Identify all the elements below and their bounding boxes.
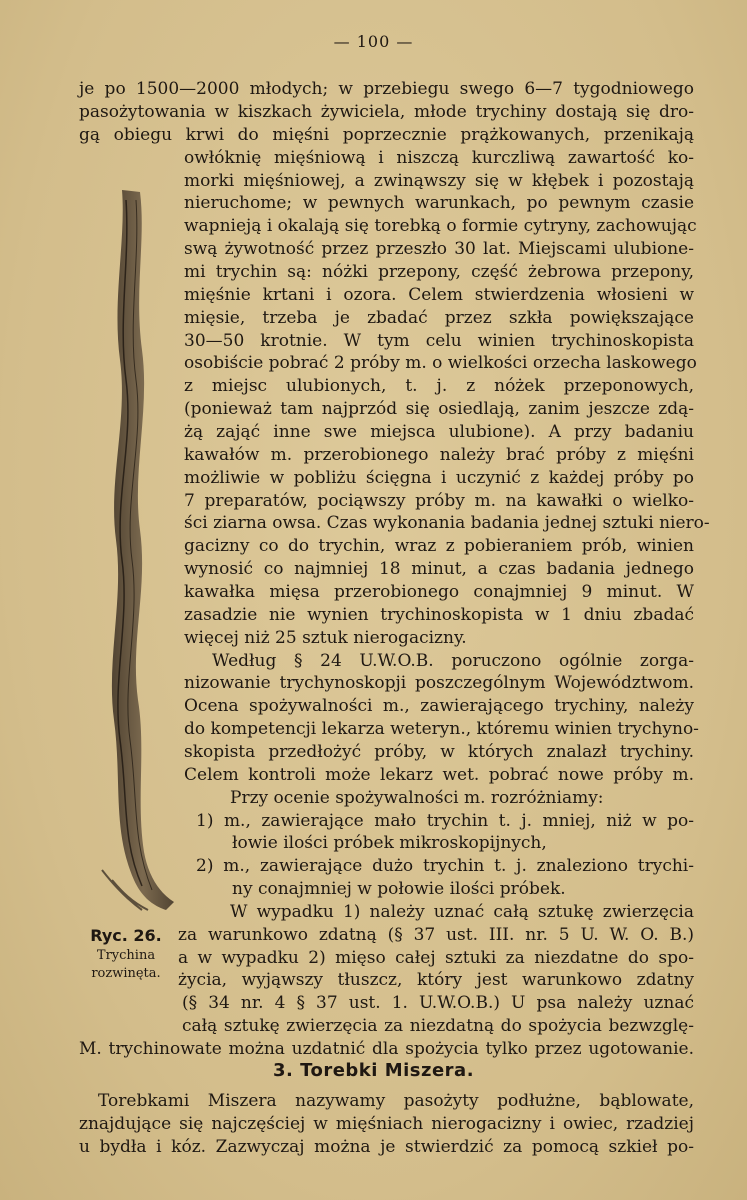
body-line: żą zająć inne swe miejsca ulubione). A przy badaniu [184,422,694,442]
body-line: za warunkowo zdatną (§ 37 ust. III. nr. 5 U. W. O. B.) [178,925,694,945]
body-line: z miejsc ulubionych, t. j. z nóżek przeponowych, [184,376,694,396]
body-line: 30—50 krotnie. W tym celu winien trychinoskopista [184,331,694,351]
body-line: zasadzie nie wynien trychinoskopista w 1 dniu zbadać [184,605,694,625]
body-line: Celem kontroli może lekarz wet. pobrać nowe próby m. [184,765,694,785]
body-line: (§ 34 nr. 4 § 37 ust. 1. U.W.O.B.) U psa należy uznać [182,993,694,1013]
body-line: owłóknię mięśniową i niszczą kurczliwą zawartość ko- [184,148,694,168]
body-line: W wypadku 1) należy uznać całą sztukę zwierzęcia [230,902,694,922]
body-line: mięśnie krtani i ozora. Celem stwierdzenia włosieni w [184,285,694,305]
body-line: osobiście pobrać 2 próby m. o wielkości orzecha laskowego [184,353,697,373]
body-line: (ponieważ tam najprzód się osiedlają, zanim jeszcze zdą- [184,399,694,419]
body-line: mięsie, trzeba je zbadać przez szkła powiększające [184,308,694,328]
body-line: życia, wyjąwszy tłuszcz, który jest warunkowo zdatny [178,970,694,990]
body-line: gą obiegu krwi do mięśni poprzecznie prążkowanych, przenikają [79,125,694,145]
body-line: skopista przedłożyć próby, w których znalazł trychiny. [184,742,694,762]
body-line: je po 1500—2000 młodych; w przebiegu swego 6—7 tygodniowego [79,79,694,99]
body-line: do kompetencji lekarza weteryn., któremu winien trychyno- [184,719,699,739]
body-line: 1) m., zawierające mało trychin t. j. mniej, niż w po- [196,811,694,831]
body-line: ści ziarna owsa. Czas wykonania badania jednej sztuki nierо- [184,513,710,533]
body-line: kawałów m. przerobionego należy brać próby z mięśni [184,445,694,465]
body-line: Według § 24 U.W.O.B. poruczono ogólnie zorga- [212,651,694,671]
body-line: całą sztukę zwierzęcia za niezdatną do spożycia bezwzglę- [182,1016,694,1036]
section-line: u bydła i kóz. Zazwyczaj można je stwierdzić za pomocą szkieł po- [79,1137,694,1157]
body-line: 2) m., zawierające dużo trychin t. j. znaleziono trychi- [196,856,694,876]
body-line: możliwie w pobliżu ścięgna i uczynić z każdej próby po [184,468,694,488]
section-line: znajdujące się najczęściej w mięśniach nierogacizny i owiec, rzadziej [79,1114,694,1134]
body-line: morki mięśniowej, a zwinąwszy się w kłębek i pozostają [184,171,694,191]
body-line: łowie ilości próbek mikroskopijnych, [232,833,547,853]
body-line: gacizny co do trychin, wraz z pobieraniem prób, winien [184,536,694,556]
body-line: nizowanie trychynoskopji poszczególnym Województwom. [184,673,694,693]
section-heading: 3. Torebki Miszera. [272,1060,475,1081]
body-line: ny conajmniej w połowie ilości próbek. [232,879,566,899]
page-number: — 100 — [333,32,414,51]
figure-number: Ryc. 26. [90,926,162,945]
body-line: mi trychin są: nóżki przepony, część żebrowa przepony, [184,262,694,282]
body-line: Przy ocenie spożywalności m. rozróżniamy: [230,788,604,808]
body-line: kawałka mięsa przerobionego conajmniej 9 minut. W [184,582,694,602]
figure-caption-line-2: rozwinęta. [91,966,161,981]
body-line: nieruchome; w pewnych warunkach, po pewnym czasie [184,193,694,213]
body-line: M. trychinowate można uzdatnić dla spożycia tylko przez ugotowanie. [79,1039,694,1059]
body-line: swą żywotność przez przeszło 30 lat. Miejscami ulubione- [184,239,694,259]
body-line: więcej niż 25 sztuk nierogacizny. [184,628,467,648]
body-line: 7 preparatów, pociąwszy próby m. na kawałki o wielko- [184,491,694,511]
body-line: wynosić co najmniej 18 minut, a czas badania jednego [184,559,694,579]
trichina-illustration [82,180,182,920]
body-line: pasożytowania w kiszkach żywiciela, młode trychiny dostają się dro- [79,102,694,122]
body-line: Ocena spożywalności m., zawierającego trychiny, należy [184,696,694,716]
body-line: a w wypadku 2) mięso całej sztuki za niezdatne do spo- [178,948,694,968]
section-line: Torebkami Miszera nazywamy pasożyty podłużne, bąblowate, [98,1091,694,1111]
body-line: wapnieją i okalają się torebką o formie cytryny, zachowując [184,216,697,236]
figure-caption-line-1: Trychina [96,948,156,963]
